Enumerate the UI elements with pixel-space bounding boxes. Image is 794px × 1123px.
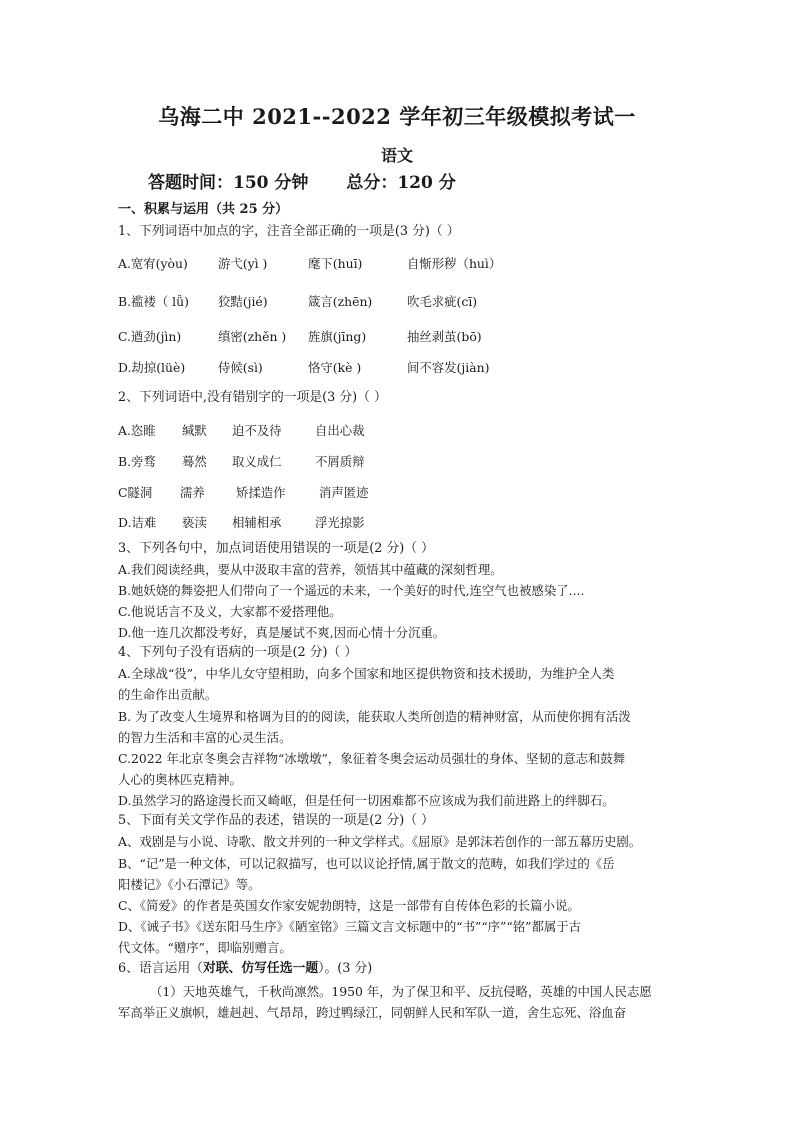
total-score: 总分：120 分	[346, 173, 456, 193]
exam-meta	[148, 168, 456, 193]
q2-option-a-2: 缄默	[182, 423, 207, 438]
question-1-stem: 1、下列词语中加点的字，注音全部正确的一项是(3 分)（ ）	[118, 224, 460, 239]
q2-option-a-3: 迫不及待	[232, 423, 282, 438]
q1-option-d-2: 侍候(sì)	[218, 360, 263, 375]
q2-option-c-1: C隧洞	[118, 485, 153, 500]
q1-option-a-4: 自惭形秽（huì）	[407, 256, 502, 271]
q1-option-d-3: 恪守(kè )	[308, 360, 362, 375]
q4-option-c-line1: C.2022 年北京冬奥会吉祥物“冰墩墩”，象征着冬奥会运动员强壮的身体、坚韧的意志和鼓舞	[118, 751, 626, 766]
q4-option-c-line2: 人心的奥林匹克精神。	[118, 772, 242, 787]
q1-option-d-1: D.劫掠(lüè)	[118, 360, 186, 375]
q2-option-b-2: 蓦然	[182, 454, 207, 469]
q1-option-a-3: 麾下(huī)	[308, 256, 363, 271]
q4-option-a-line2: 的生命作出贡献。	[118, 687, 218, 702]
q1-option-c-3: 旌旗(jīng)	[308, 329, 367, 344]
q1-option-b-4: 吹毛求疵(cī)	[407, 294, 478, 309]
q3-option-c: C.他说话言不及义，大家都不爱搭理他。	[118, 604, 342, 619]
question-2-stem: 2、下列词语中,没有错别字的一项是(3 分)（ ）	[118, 390, 387, 405]
q1-option-c-4: 抽丝剥茧(bō)	[407, 329, 482, 344]
q1-option-a-2: 游弋(yì )	[218, 256, 268, 271]
q2-option-d-1: D.诘难	[118, 515, 157, 530]
q5-option-d-line2: 代文体。“赠序”，即临别赠言。	[118, 940, 292, 955]
q2-option-c-2: 濡养	[180, 485, 205, 500]
section-heading: 一、积累与运用（共 25 分）	[118, 202, 289, 217]
q6-stem-bold: 对联、仿写任选一题	[202, 961, 319, 976]
q2-option-c-3: 矫揉造作	[236, 485, 286, 500]
q2-option-b-1: B.旁骛	[118, 454, 156, 469]
q4-option-a-line1: A.全球战“役”，中华儿女守望相助，向多个国家和地区提供物资和技术援助，为维护全人类	[118, 666, 615, 681]
answer-time: 答题时间：150 分钟	[148, 173, 309, 193]
q4-option-b-line1: B. 为了改变人生境界和格调为目的的阅读，能获取人类所创造的精神财富，从而使你拥有活泼	[118, 709, 631, 724]
q2-option-a-4: 自出心裁	[315, 423, 365, 438]
q6-stem-prefix: 6、语言运用（	[118, 961, 203, 976]
subject-label: 语文	[380, 146, 413, 165]
q1-option-c-1: C.遒劲(jìn)	[118, 329, 182, 344]
q6-passage-line2: 军高举正义旗帜，雄赳赳、气昂昂，跨过鸭绿江，同朝鲜人民和军队一道，舍生忘死、浴血奋	[118, 1005, 627, 1020]
q5-option-a: A、戏剧是与小说、诗歌、散文并列的一种文学样式。《屈原》是郭沫若创作的一部五幕历史剧。	[118, 834, 642, 849]
question-5-stem: 5、下面有关文学作品的表述，错误的一项是(2 分)（ ）	[118, 813, 434, 828]
q3-option-a: A.我们阅读经典，要从中汲取丰富的营养，领悟其中蕴藏的深刻哲理。	[118, 562, 503, 577]
q1-option-b-1: B.褴褛（ lǚ)	[118, 294, 189, 309]
q1-option-b-3: 箴言(zhēn)	[308, 294, 373, 309]
q2-option-b-4: 不屑质辩	[315, 454, 365, 469]
q3-option-d: D.他一连几次都没考好，真是屡试不爽,因而心情十分沉重。	[118, 625, 446, 640]
q4-option-d: D.虽然学习的路途漫长而又崎岖，但是任何一切困难都不应该成为我们前进路上的绊脚石。	[118, 793, 615, 808]
q1-option-d-4: 间不容发(jiàn)	[407, 360, 490, 375]
question-6-stem	[118, 963, 372, 976]
q1-option-b-2: 狡黠(jié)	[218, 294, 268, 309]
q5-option-d-line1: D、《诫子书》《送东阳马生序》《陋室铭》三篇文言文标题中的“书”“序”“铭”都属于古	[118, 919, 582, 934]
q2-option-d-2: 亵渎	[182, 515, 207, 530]
q3-option-b: B.她妖娆的舞姿把人们带向了一个遥远的未来，一个美好的时代,连空气也被感染了....	[118, 583, 585, 598]
question-3-stem: 3、下列各句中，加点词语使用错误的一项是(2 分)（ ）	[118, 541, 434, 556]
q2-option-a-1: A.恣睢	[118, 423, 156, 438]
q5-option-c: C、《简爱》的作者是英国女作家安妮勃朗特，这是一部带有自传体色彩的长篇小说。	[118, 898, 580, 913]
q2-option-c-4: 消声匿迹	[319, 485, 369, 500]
q6-stem-suffix: ）。(3 分)	[318, 961, 373, 976]
q2-option-d-4: 浮光掠影	[315, 515, 365, 530]
q1-option-c-2: 缜密(zhěn )	[218, 329, 287, 344]
question-4-stem: 4、下列句子没有语病的一项是(2 分)（ ）	[118, 645, 358, 660]
q5-option-b-line2: 阳楼记》《小石潭记》等。	[118, 877, 261, 892]
q4-option-b-line2: 的智力生活和丰富的心灵生活。	[118, 730, 292, 745]
q2-option-d-3: 相辅相承	[232, 515, 282, 530]
q2-option-b-3: 取义成仁	[232, 454, 282, 469]
exam-title: 乌海二中 2021--2022 学年初三年级模拟考试一	[158, 104, 636, 129]
q6-passage-line1: （1）天地英雄气，千秋尚凛然。1950 年，为了保卫和平、反抗侵略，英雄的中国人民志愿	[150, 984, 652, 999]
q5-option-b-line1: B、“记”是一种文体，可以记叙描写，也可以议论抒情,属于散文的范畴，如我们学过的《岳	[118, 856, 615, 871]
q1-option-a-1: A.宽宥(yòu)	[118, 256, 188, 271]
